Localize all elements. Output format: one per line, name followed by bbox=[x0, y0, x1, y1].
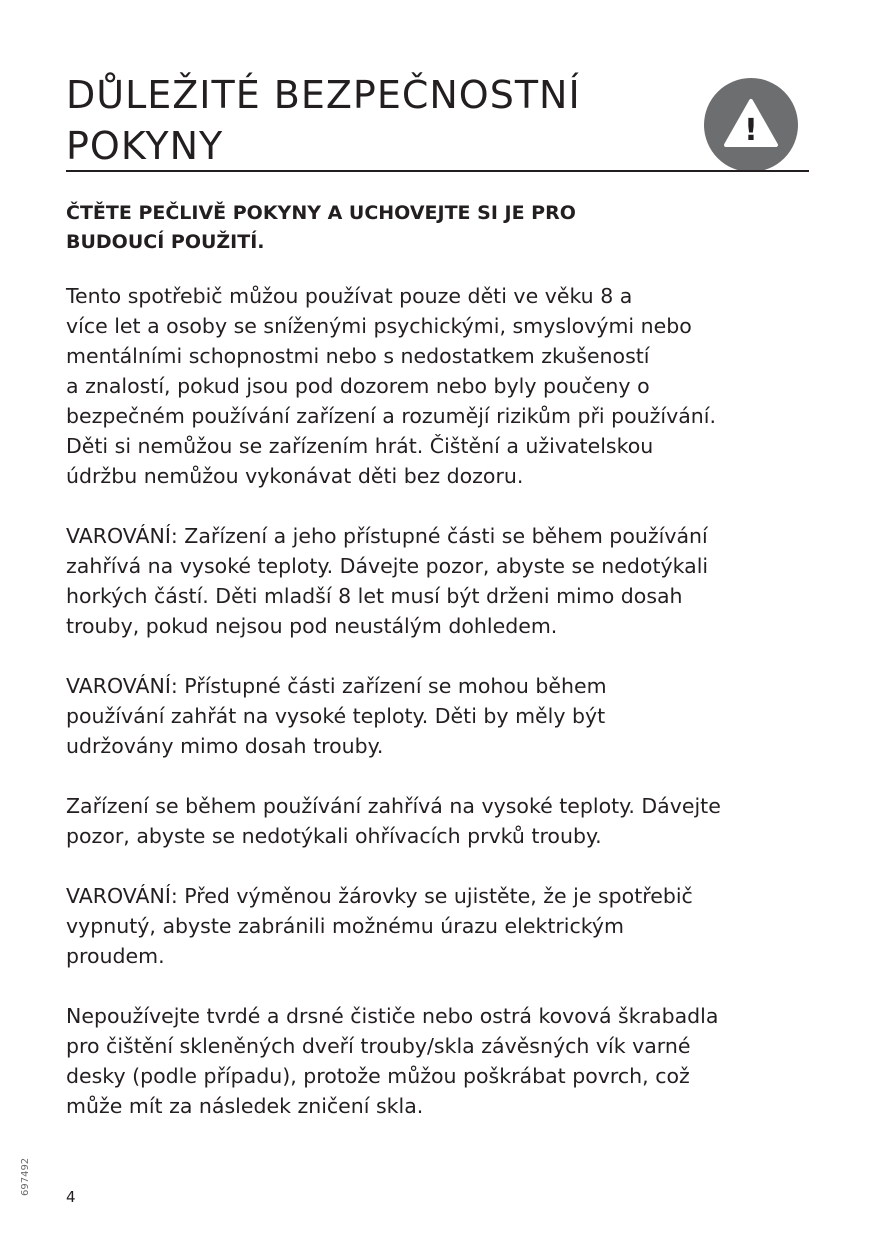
text-line: pozor, abyste se nedotýkali ohřívacích prvků trouby. bbox=[66, 824, 602, 848]
title-line: DŮLEŽITÉ BEZPEČNOSTNÍ bbox=[66, 73, 581, 117]
text-line: může mít za následek zničení skla. bbox=[66, 1094, 424, 1118]
text-line: používání zahřát na vysoké teploty. Děti by měly být bbox=[66, 704, 606, 728]
text-line: údržbu nemůžou vykonávat děti bez dozoru. bbox=[66, 464, 524, 488]
section-subheading bbox=[66, 199, 766, 257]
paragraph-children-usage bbox=[66, 281, 811, 491]
text-line: vypnutý, abyste zabránili možnému úrazu elektrickým bbox=[66, 914, 625, 938]
document-code: 697492 bbox=[20, 1157, 31, 1196]
text-line: trouby, pokud nejsou pod neustálým dohledem. bbox=[66, 614, 558, 638]
text-line: VAROVÁNÍ: Zařízení a jeho přístupné části se během používání bbox=[66, 524, 708, 548]
paragraph-warning-hot-parts bbox=[66, 521, 811, 641]
text-line: VAROVÁNÍ: Přístupné části zařízení se mohou během bbox=[66, 674, 607, 698]
paragraph-warning-accessible-parts bbox=[66, 671, 811, 761]
text-line: mentálními schopnostmi nebo s nedostatkem zkušeností bbox=[66, 344, 650, 368]
safety-instructions bbox=[66, 281, 811, 1151]
warning-exclamation-icon bbox=[703, 77, 799, 173]
text-line: VAROVÁNÍ: Před výměnou žárovky se ujistěte, že je spotřebič bbox=[66, 884, 693, 908]
text-line: udržovány mimo dosah trouby. bbox=[66, 734, 384, 758]
page-number: 4 bbox=[66, 1188, 76, 1206]
text-line: Tento spotřebič můžou používat pouze děti ve věku 8 a bbox=[66, 284, 633, 308]
text-line: zahřívá na vysoké teploty. Dávejte pozor, abyste se nedotýkali bbox=[66, 554, 709, 578]
page-title bbox=[66, 70, 686, 172]
text-line: více let a osoby se sníženými psychickými, smyslovými nebo bbox=[66, 314, 692, 338]
text-line: Děti si nemůžou se zařízením hrát. Čištění a uživatelskou bbox=[66, 434, 654, 458]
subheading-line: ČTĚTE PEČLIVĚ POKYNY A UCHOVEJTE SI JE PRO bbox=[66, 202, 576, 224]
paragraph-heating-elements bbox=[66, 791, 811, 851]
text-line: proudem. bbox=[66, 944, 165, 968]
text-line: horkých částí. Děti mladší 8 let musí být drženi mimo dosah bbox=[66, 584, 683, 608]
text-line: bezpečném používání zařízení a rozumějí rizikům při používání. bbox=[66, 404, 716, 428]
paragraph-warning-lamp bbox=[66, 881, 811, 971]
text-line: Zařízení se během používání zahřívá na vysoké teploty. Dávejte bbox=[66, 794, 721, 818]
text-line: pro čištění skleněných dveří trouby/skla závěsných vík varné bbox=[66, 1034, 691, 1058]
subheading-line: BUDOUCÍ POUŽITÍ. bbox=[66, 231, 265, 253]
title-line: POKYNY bbox=[66, 124, 224, 168]
text-line: Nepoužívejte tvrdé a drsné čističe nebo ostrá kovová škrabadla bbox=[66, 1004, 719, 1028]
warning-icon-mark: ! bbox=[744, 113, 758, 148]
text-line: a znalostí, pokud jsou pod dozorem nebo byly poučeny o bbox=[66, 374, 650, 398]
text-line: desky (podle případu), protože můžou poškrábat povrch, což bbox=[66, 1064, 690, 1088]
paragraph-cleaning-glass bbox=[66, 1001, 811, 1121]
title-divider bbox=[66, 170, 809, 172]
